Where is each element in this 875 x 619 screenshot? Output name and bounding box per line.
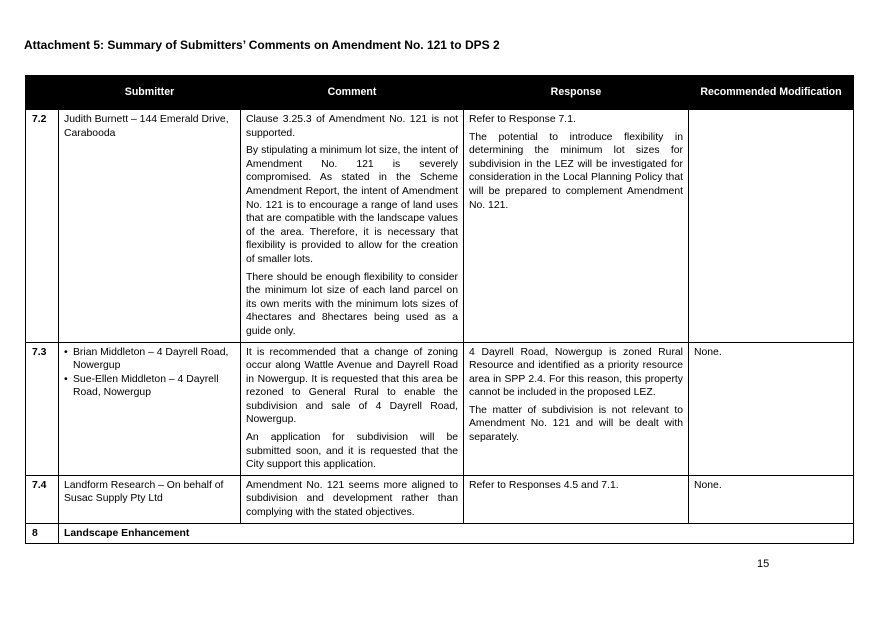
response-paragraph: The potential to introduce flexibility in determining the minimum lot sizes for subdivision in the LEZ will be investigated for consideration in the Local Planning Policy that will be prepared to complement Amendment No. 121.: [469, 131, 683, 211]
comment-cell: [241, 342, 464, 475]
submitter-list: [64, 346, 235, 400]
submitter-cell: [59, 475, 241, 523]
response-paragraph: The matter of subdivision is not relevant to Amendment No. 121 and will be dealt with separately.: [469, 404, 683, 444]
submitter-text: Landform Research – On behalf of Susac Supply Pty Ltd: [64, 479, 224, 505]
submitter-cell: [59, 110, 241, 343]
comment-cell: [241, 110, 464, 343]
modification-cell: None.: [689, 342, 854, 475]
row-number: 7.2: [26, 110, 59, 343]
comment-paragraph: An application for subdivision will be submitted soon, and it is requested that the City support this application.: [246, 432, 458, 471]
section-row: [26, 523, 854, 544]
table-row: [26, 110, 854, 343]
comment-paragraph: By stipulating a minimum lot size, the intent of Amendment No. 121 is severely compromised. As stated in the Scheme Amendment Report, the intent of Amendment No. 121 is to encourage a range of land uses that are compatible with the landscape values of the area. Therefore, it is necessary that flexibility is provided to allow for the creation of smaller lots.: [246, 145, 458, 265]
response-paragraph: Refer to Responses 4.5 and 7.1.: [469, 479, 619, 491]
submitter-list-item: • Brian Middleton – 4 Dayrell Road, Nowergup: [64, 346, 235, 373]
row-number: 7.4: [26, 475, 59, 523]
submitter-cell: [59, 342, 241, 475]
comment-paragraph: It is recommended that a change of zoning occur along Wattle Avenue and Dayrell Road in Nowergup. It is requested that this area be rezoned to General Rural to enable the subdivision and sale of 4 Dayrell Road, Nowergup.: [246, 346, 458, 426]
submitter-text: Judith Burnett – 144 Emerald Drive, Carabooda: [64, 114, 229, 139]
row-number: 7.3: [26, 342, 59, 475]
comment-paragraph: Amendment No. 121 seems more aligned to subdivision and development rather than complying with the stated objectives.: [246, 479, 458, 519]
comment-paragraph: There should be enough flexibility to consider the minimum lot size of each land parcel on its own merits with the minimum lots sizes of 4hectares and 8hectares being used as a guide only.: [246, 271, 458, 337]
page-title: Attachment 5: Summary of Submitters’ Comments on Amendment No. 121 to DPS 2: [24, 38, 500, 52]
response-cell: [464, 110, 689, 343]
comment-paragraph: Clause 3.25.3 of Amendment No. 121 is not supported.: [246, 114, 458, 139]
header-comment: Comment: [241, 76, 464, 110]
response-paragraph: Refer to Response 7.1.: [469, 114, 576, 125]
modification-cell: [689, 110, 854, 343]
page-number: 15: [757, 558, 770, 570]
response-cell: [464, 475, 689, 523]
table-row: [26, 342, 854, 475]
comment-cell: [241, 475, 464, 523]
table-row: [26, 475, 854, 523]
submitter-list-item: • Sue-Ellen Middleton – 4 Dayrell Road, Nowergup: [64, 373, 235, 400]
header-response: Response: [464, 76, 689, 110]
section-label: Landscape Enhancement: [59, 523, 854, 544]
header-recommended-modification: Recommended Modification: [689, 76, 854, 110]
section-number: 8: [26, 523, 59, 544]
submissions-table: [25, 75, 854, 544]
table-header-row: [26, 76, 854, 110]
response-paragraph: 4 Dayrell Road, Nowergup is zoned Rural Resource and identified as a priority resource area in SPP 2.4. For this reason, this property cannot be included in the proposed LEZ.: [469, 346, 683, 399]
modification-cell: None.: [689, 475, 854, 523]
response-cell: [464, 342, 689, 475]
header-submitter: Submitter: [59, 76, 241, 110]
header-number: [26, 76, 59, 110]
